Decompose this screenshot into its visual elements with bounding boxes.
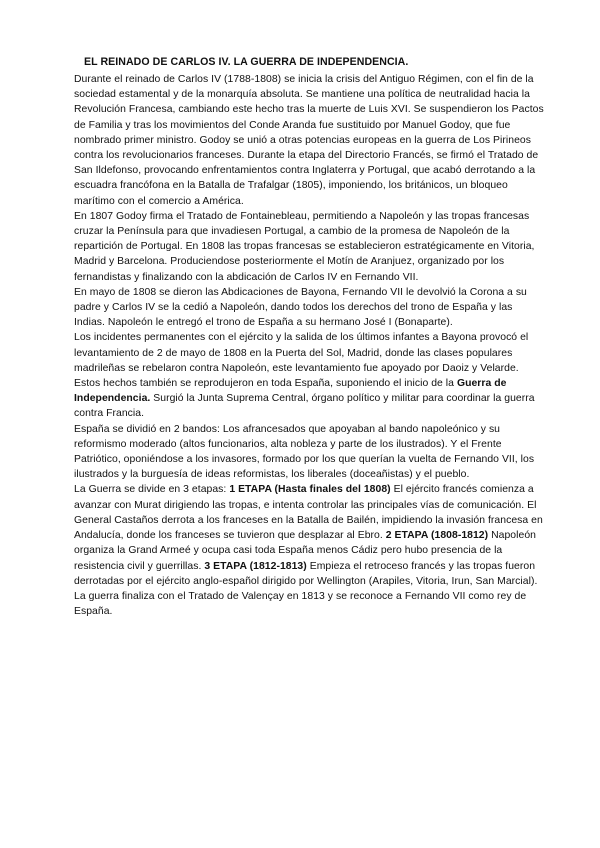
paragraph-stages-text-b: El ejército francés comienza a avanzar con Murat dirigiendo las tropas, e intenta controlar las principales vías de comunicación. El General Castaños derrota a los franceses en la Batalla de Bailén, impidiendo la invasión francesa en Andalucía, donde los franceses se tuvieron que desplazar al Ebro.	[74, 484, 543, 542]
paragraph-uprising-text-a: Los incidentes permanentes con el ejército y la salida de los últimos infantes a Bayona provocó el levantamiento de 2 de mayo de 1808 en la Puerta del Sol, Madrid, donde las clases populares madrileñas se rebelaron contra Napoleón, este levantamiento fue apoyado por Daoiz y Velarde. Estos hechos también se reprodujeron en toda España, suponiendo el inicio de la	[74, 332, 529, 390]
war-of-independence-heading: Guerra de Independencia.	[74, 378, 507, 405]
stage-1-label: 1 ETAPA (Hasta finales del 1808)	[229, 484, 391, 496]
paragraph-stages-text-c: Napoleón organiza la Grand Armeé y ocupa casi toda España menos Cádiz pero hubo presencia de la resistencia civil y guerrillas.	[74, 530, 536, 572]
paragraph-uprising-text-b: Surgió la Junta Suprema Central, órgano político y militar para coordinar la guerra contra Francia.	[74, 393, 535, 420]
paragraph-uprising	[74, 330, 546, 421]
document-page	[74, 55, 546, 619]
paragraph-fontainebleau: En 1807 Godoy firma el Tratado de Fontainebleau, permitiendo a Napoleón y las tropas francesas cruzar la Península para que invadiesen Portugal, a cambio de la promesa de Napoleón de la repartición de Portugal. En 1808 las tropas francesas se establecieron estratégicamente en Vitoria, Madrid y Barcelona. Produciendose posteriormente el Motín de Aranjuez, organizado por los fernandistas y finalizando con la abdicación de Carlos IV en Fernando VII.	[74, 210, 535, 283]
stage-3-label: 3 ETAPA (1812-1813)	[204, 560, 307, 572]
paragraph-stages-text-d: Empieza el retroceso francés y las tropas fueron derrotadas por el ejército anglo-español dirigido por Wellington (Arapiles, Vitoria, Irun, San Marcial). La guerra finaliza con el Tratado de Valençay en 1813 y se reconoce a Fernando VII como rey de España.	[74, 560, 538, 618]
paragraph-factions: España se dividió en 2 bandos: Los afrancesados que apoyaban al bando napoleónico y su reformismo moderado (altos funcionarios, alta nobleza y parte de los ilustrados). Y el Frente Patriótico, oponiéndose a los invasores, formado por los que querían la vuelta de Fernando VII, los ilustrados y la burguesía de ideas reformistas, los liberales (doceañistas) y el pueblo.	[74, 423, 535, 481]
paragraph-stages-text-a: La Guerra se divide en 3 etapas:	[74, 484, 230, 496]
document-title: EL REINADO DE CARLOS IV. LA GUERRA DE INDEPENDENCIA.	[84, 56, 409, 68]
paragraph-reign: Durante el reinado de Carlos IV (1788-1808) se inicia la crisis del Antiguo Régimen, con el fin de la sociedad estamental y de la monarquía absoluta. Se mantiene una política de neutralidad hacia la Revolución Francesa, cambiando este hecho tras la muerte de Luis XVI. Se suspendieron los Pactos de Familia y tras los movimientos del Conde Aranda fue sustituido por Manuel Godoy, que fue nombrado primer ministro. Godoy se unió a otras potencias europeas en la guerra de Los Pirineos contra los revolucionarios franceses. Durante la etapa del Directorio Francés, se firmó el Tratado de San Ildefonso, provocando enfrentamientos contra Inglaterra y Portugal, que acabó derrotando a la escuadra francófona en la Batalla de Trafalgar (1805), imponiendo, los británicos, un bloqueo marítimo con el comercio a América.	[74, 74, 544, 207]
paragraph-stages	[74, 482, 546, 619]
stage-2-label: 2 ETAPA (1808-1812)	[385, 530, 489, 542]
paragraph-bayona: En mayo de 1808 se dieron las Abdicaciones de Bayona, Fernando VII le devolvió la Corona a su padre y Carlos IV se la cedió a Napoleón, dando todos los derechos del trono de España y las Indias. Napoleón le entregó el trono de España a su hermano José I (Bonaparte).	[74, 286, 527, 329]
